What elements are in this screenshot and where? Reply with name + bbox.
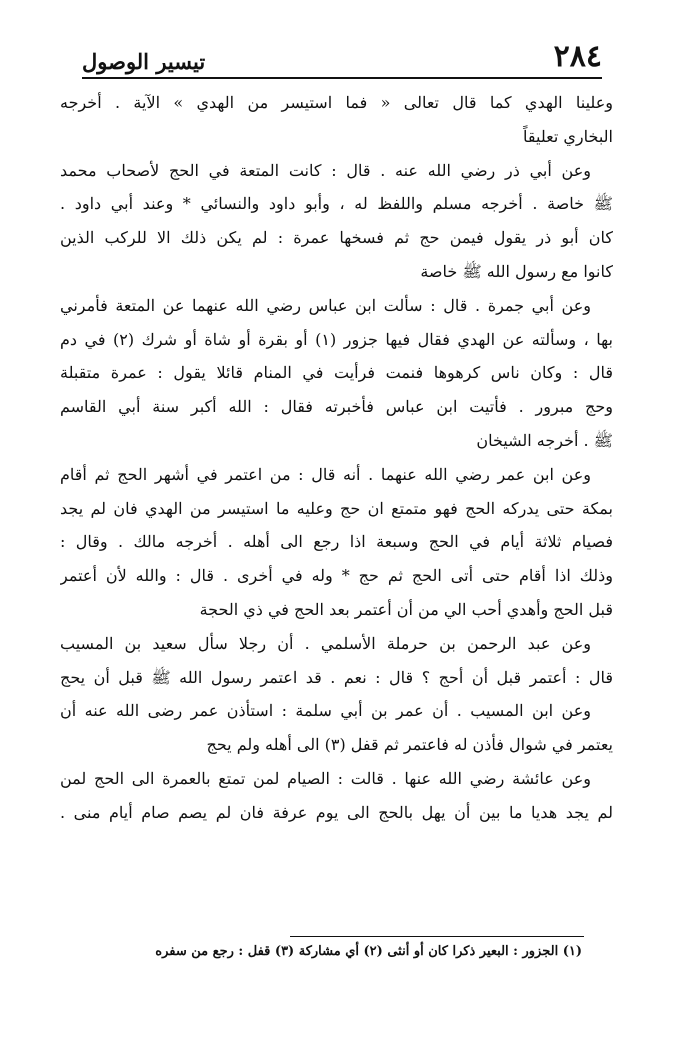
page-header — [82, 30, 602, 74]
text-line: وعن ابن المسيب . أن عمر بن أبي سلمة : استأذن عمر رضى الله عنه أن — [60, 701, 591, 721]
text-line: يعتمر في شوال فأذن له فاعتمر ثم قفل (٣) الى أهله ولم يحج — [206, 735, 613, 755]
text-line: وحج مبرور . فأتيت ابن عباس فأخبرته فقال : الله أكبر سنة أبي القاسم — [60, 397, 613, 417]
text-line: فصيام ثلاثة أيام في الحج وسبعة اذا رجع الى أهله . أخرجه مالك . وقال : — [60, 532, 613, 552]
footnote-rule — [290, 936, 584, 937]
text-line: وعن ابن عمر رضي الله عنهما . أنه قال : من اعتمر في أشهر الحج ثم أقام — [60, 464, 591, 484]
body-text — [60, 86, 613, 830]
text-line: كانوا مع رسول الله ﷺ خاصة — [420, 261, 613, 281]
text-line: لم يجد هديا ما بين أن يهل بالحج الى يوم عرفة فان لم يصم صام أيام منى . — [60, 802, 613, 822]
text-line: قال : أعتمر قبل أن أحج ؟ قال : نعم . قد اعتمر رسول الله ﷺ قبل أن يحج — [60, 667, 613, 687]
text-line: وذلك اذا أقام حتى أتى الحج ثم حج * وله في أخرى . قال : والله لأن أعتمر — [60, 566, 613, 586]
text-line: وعن عبد الرحمن بن حرملة الأسلمي . أن رجلا سأل سعيد بن المسيب — [60, 633, 591, 653]
text-line: ﷺ . أخرجه الشيخان — [476, 430, 613, 450]
text-line: البخاري تعليقاً — [523, 126, 613, 146]
text-line: وعلينا الهدي كما قال تعالى « فما استيسر من الهدي » الآية . أخرجه — [60, 93, 613, 112]
text-line: بها ، وسألته عن الهدي فقال فيها جزور (١) أو بقرة أو شاة أو شرك (٢) في دم — [60, 329, 613, 349]
text-line: وعن أبي ذر رضي الله عنه . قال : كانت المتعة في الحج لأصحاب محمد — [60, 160, 591, 180]
text-line: قال : وكان ناس كرهوها فنمت فرأيت في المنام قائلا يقول : عمرة متقبلة — [60, 363, 613, 383]
text-line: بمكة حتى يدركه الحج فهو متمتع ان حج وعليه ما استيسر من الهدي فان لم يجد — [60, 498, 613, 518]
text-line: كان أبو ذر يقول فيمن حج ثم فسخها عمرة : لم يكن ذلك الا للركب الذين — [60, 228, 613, 248]
text-line: وعن أبي جمرة . قال : سألت ابن عباس رضي الله عنهما عن المتعة فأمرني — [60, 295, 591, 315]
footnote: (١) الجزور : البعير ذكرا كان أو أنثى (٢) أي مشاركة (٣) قفل : رجع من سفره — [155, 944, 582, 959]
text-line: ﷺ خاصة . أخرجه مسلم واللفظ له ، وأبو داود والنسائي * وعند أبي داود . — [60, 194, 613, 214]
text-line: وعن عائشة رضي الله عنها . قالت : الصيام لمن تمتع بالعمرة الى الحج لمن — [60, 768, 591, 788]
running-title: تيسير الوصول — [82, 49, 206, 74]
header-rule — [82, 77, 602, 79]
text-line: قبل الحج وأهدي أحب الي من أن أعتمر بعد الحج في ذي الحجة — [199, 599, 613, 619]
page-number: ٢٨٤ — [553, 39, 602, 74]
